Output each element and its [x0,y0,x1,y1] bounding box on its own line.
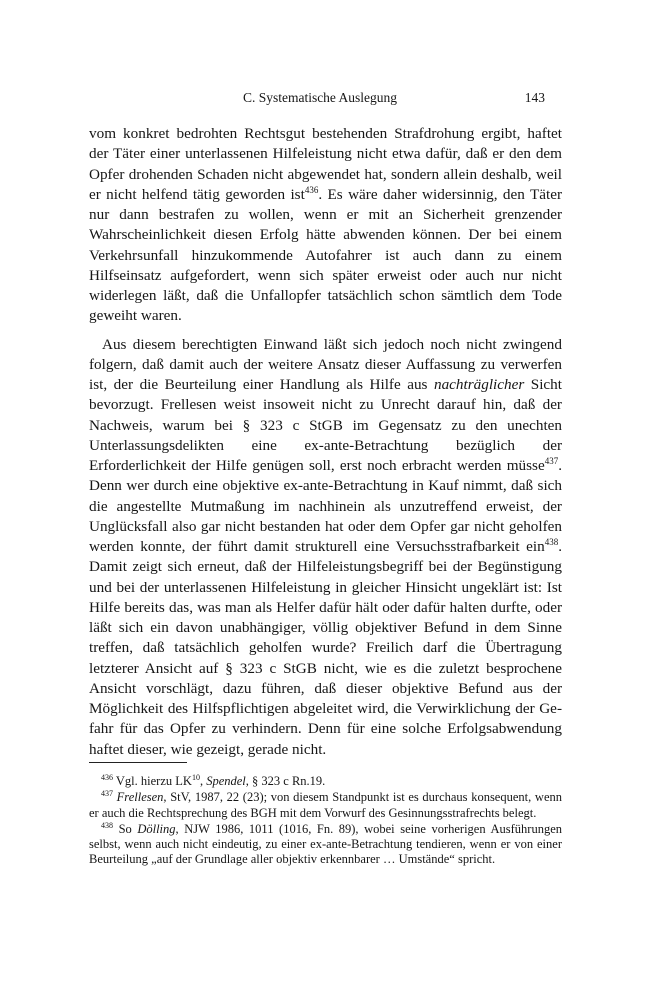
footnote-ref-438: 438 [544,537,559,547]
body-text [89,124,562,760]
footnote-author: Dölling [137,821,176,836]
footnote-text: Vgl. hierzu LK [115,774,192,788]
footnote-text: , StV, 1987, 22 (23); von diesem Standpunkt ist es durchaus konsequent, wenn er auch die Rechtsprechung des BGH mit dem Vorwurf des Gesinnungsstrafrechts belegt. [89,790,562,820]
footnote-ref-437: 437 [544,456,559,466]
footnote-ref-436: 436 [304,184,319,195]
paragraph-text: . Denn wer durch eine objektive ex-ante-Betrachtung in Kauf nimmt, daß sich die angestellte Mutmaßung im nachhinein als unzutreffend erweist, der Unglücksfall also gar nicht bestanden hat oder dem Opfer gar nicht geholfen werden konnte, der führt damit strukturell eine Versuchsstrafbarkeit ein [89,457,562,555]
paragraph-text: vom konkret bedrohten Rechtsgut bestehenden Strafdrohung ergibt, haftet der Täter einer unterlassenen Hilfeleistung nicht etwa dafür, daß er den dem Opfer drohenden Schaden nicht abgewendet hat, sondern allein deshalb, weil er nicht helfend tätig geworden ist [89,125,562,203]
footnote-438 [89,822,562,868]
paragraph-text: Aus diesem berechtigten Einwand läßt sich jedoch noch nicht zwingend folgern, daß damit auch der weitere Ansatz dieser Auffassung zu verwerfen ist, der die Beurteilung einer Handlung als Hilfe aus [89,335,562,393]
paragraph-2 [89,335,562,760]
footnote-divider [89,762,187,763]
footnote-text: , [199,774,207,788]
paragraph-text: . Es wäre daher widersinnig, den Täter nur dann bestrafen zu wollen, wenn er mit an Sicherheit grenzender Wahrscheinlichkeit diesen Erfolg hätte abwenden können. Der bei einem Verkehrsunfall hinzukommende Autofahrer ist auch dann zu einem Hilfseinsatz aufgefordert, wenn sich später erweist oder auch nur nicht widerlegen läßt, daß die Unfallopfer tatsächlich schon sämtlich dem Tode geweiht waren. [89,185,563,325]
footnote-number: 437 [101,789,113,799]
footnotes [89,774,562,869]
footnote-author: Spendel [206,774,246,788]
footnote-number: 436 [101,773,113,782]
emphasis-text: nachträglicher [433,376,525,393]
running-head [89,90,551,110]
paragraph-1 [89,124,562,327]
footnote-text: , NJW 1986, 1011 (1016, Fn. 89), wobei seine vorherigen Ausführungen selbst, wenn auch nicht eindeutig, zu einer ex-ante-Betrachtung tendieren, wenn er von einer Beurteilung „auf der Grundlage aller objektiv erkennbarer … Umstände“ spricht. [89,821,562,867]
paragraph-text: Sicht bevorzugt. Frellesen weist insoweit nicht zu Unrecht darauf hin, daß der Nachweis, warum bei § 323 c StGB im Gegensatz zu den unechten Unterlassungsdelikten eine ex-ante-Betrachtung bezüglich der Erforderlichkeit der Hilfe genügen soll, erst noch erbracht werden müsse [89,376,562,474]
footnote-437 [89,790,562,821]
page-number: 143 [524,90,545,105]
edition-superscript: 10 [191,773,200,782]
footnote-author: Frellesen [116,790,164,805]
footnote-text: , § 323 c Rn.19. [245,774,326,788]
paragraph-text: . Damit zeigt sich erneut, daß der Hilfeleistungsbegriff bei der Begünstigung und bei der unterlassenen Hilfeleistung in gleicher Hinsicht ungeklärt ist: Ist Hilfe bereits das, was man als Helfer dafür hält oder dafür halten durfte, oder läßt sich ein davon unabhängiger, völlig objektiver Befund in dem Sinne treffen, daß tatsächlich geholfen wurde? Freilich darf die Übertragung letzterer Ansicht auf § 323 c StGB nicht, wie es die zuletzt besprochene Ansicht vorschlägt, dazu führen, daß dieser objektive Befund aus der Möglichkeit des Hilfspflichtigen abgeleitet wird, die Verwirklichung der Gefahr für das Opfer zu verhindern. Denn für eine solche Erfolgsabwendung haftet dieser, wie gezeigt, gerade nicht. [89,538,562,758]
footnote-number: 438 [101,820,113,830]
footnote-text: So [118,821,138,836]
footnote-436 [89,774,562,789]
running-title: C. Systematische Auslegung [242,90,398,105]
